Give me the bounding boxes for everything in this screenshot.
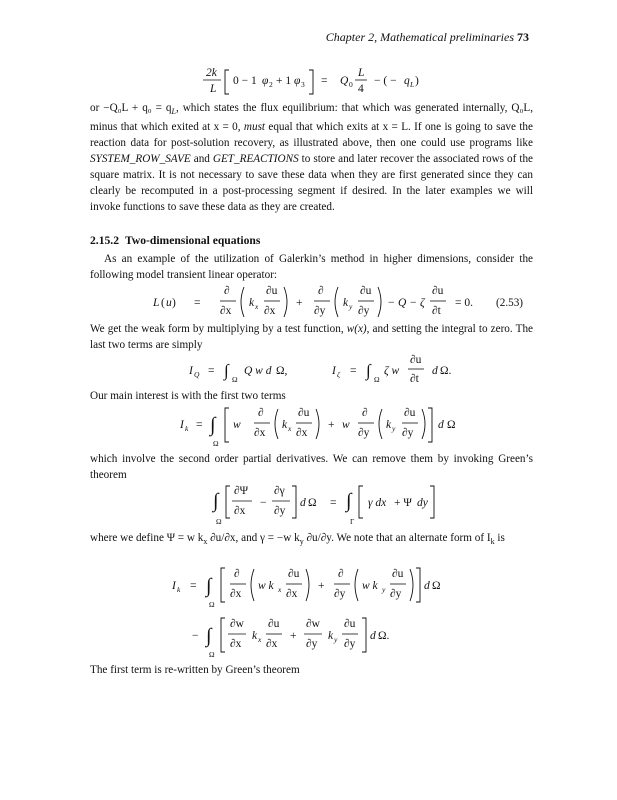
svg-text:∂t: ∂t [432,305,441,317]
svg-text:∂u: ∂u [344,618,356,630]
svg-text:d: d [300,497,306,509]
svg-text:I: I [180,419,184,431]
equation-ik-definition [0,404,617,450]
svg-text:=: = [208,365,215,377]
svg-text:Ω: Ω [216,517,222,526]
svg-text:+ 1: + 1 [276,75,292,87]
equation-source-terms [0,353,617,387]
svg-text:w k: w k [258,580,274,592]
svg-text:=: = [190,580,197,592]
svg-text:∂x: ∂x [254,427,266,439]
svg-text:∂u: ∂u [392,568,404,580]
svg-text:4: 4 [358,83,364,95]
svg-text:y: y [382,585,386,594]
svg-text:Ω: Ω [209,650,215,659]
svg-text:Ω: Ω [432,580,441,592]
svg-text:y: y [392,424,396,433]
svg-text:Q: Q [194,370,200,379]
svg-text:d: d [370,630,376,642]
svg-text:=: = [321,75,328,87]
paragraph-first-term-rewritten: The first term is re-written by Green’s theorem [90,664,300,676]
svg-text:k: k [328,630,334,642]
svg-text:∂y: ∂y [314,305,326,317]
svg-text:∫: ∫ [346,490,352,512]
svg-text:∫: ∫ [224,361,229,380]
svg-text:d: d [438,419,444,431]
svg-text:∂u: ∂u [288,568,300,580]
svg-text:−: − [260,497,267,509]
svg-text:ζ: ζ [337,370,341,379]
svg-text:w k: w k [362,580,378,592]
svg-text:∂w: ∂w [230,618,244,630]
running-header [326,30,529,45]
svg-text:x: x [255,302,259,311]
svg-text:=: = [330,497,337,509]
svg-text:I: I [172,580,176,592]
svg-text:y: y [334,635,338,644]
svg-text:Q: Q [398,297,407,309]
equation-reaction-balance [0,66,617,98]
paragraph-psi-gamma-definition: where we define Ψ = w $k_x$ ∂u/∂x, and γ = −w $k_y$ ∂u/∂y. We note that an alternate form of $I_k$ is [90,532,505,547]
svg-text:Ω: Ω [213,439,219,448]
svg-text:k: k [343,297,349,309]
svg-text:∂x: ∂x [264,305,276,317]
svg-text:+: + [296,297,303,309]
svg-text:Ω.: Ω. [440,365,452,377]
svg-text:∂: ∂ [338,568,344,580]
svg-text:Ω,: Ω, [276,365,288,377]
svg-text:k: k [386,419,392,431]
equation-greens-theorem [0,482,617,528]
paragraph-flux-equilibrium: or $-Q_0L + q_0 = q_L$, which states the flux equilibrium: that which was generated internally, Q₀L, minus that which exited at x = 0, must equal that which exits at x = L. If one is going to save the reaction data for post-solution recovery, as illustrated above, then one could use programs like SYSTEM_ROW_SAVE and GET_REACTIONS to store and later recover the associated rows of the square matrix. It is not necessary to save these data when they are first generated since they can clearly be recomputed in a post-processing segment if desired. In the later examples we will invoke functions to save these data as they are created. [90,102,533,213]
svg-text:∂y: ∂y [402,427,414,439]
paragraph-galerkin-intro: As an example of the utilization of Galerkin’s method in higher dimensions, consider the following model transient linear operator: [90,253,533,281]
svg-text:∂y: ∂y [358,305,370,317]
svg-text:∂u: ∂u [360,285,372,297]
svg-text:= 0.: = 0. [455,297,473,309]
svg-text:∫: ∫ [206,625,212,647]
svg-text:Γ: Γ [350,517,355,526]
svg-text:∂y: ∂y [306,638,318,650]
svg-text:L: L [153,297,160,309]
svg-text:I: I [189,365,193,377]
svg-text:L: L [410,80,415,89]
svg-text:x: x [258,635,262,644]
svg-text:Ω: Ω [374,375,380,384]
svg-text:φ: φ [262,75,269,87]
svg-text:−: − [192,630,199,642]
svg-text:x: x [278,585,282,594]
running-title: Chapter 2, Mathematical preliminaries [325,30,514,44]
page-number: 73 [517,30,529,44]
svg-text:∫: ∫ [206,575,212,597]
svg-text:∂: ∂ [258,407,264,419]
svg-text:Q: Q [340,75,349,87]
svg-text:(: ( [161,297,165,309]
svg-text:∂: ∂ [234,568,240,580]
paragraph-second-order: which involve the second order partial derivatives. We can remove them by invoking Green’s theorem [90,453,533,481]
svg-text:∂x: ∂x [286,588,298,600]
svg-text:∂t: ∂t [410,373,419,385]
svg-text:−: − [388,297,395,309]
svg-text:ζ w: ζ w [384,365,400,377]
svg-text:+: + [318,580,325,592]
svg-text:w: w [233,419,241,431]
paragraph-weak-form: We get the weak form by multiplying by a test function, w(x), and setting the integral to zero. The last two terms are simply [90,323,534,351]
svg-text:∂y: ∂y [274,505,286,517]
svg-text:∂x: ∂x [266,638,278,650]
svg-text:∂x: ∂x [230,588,242,600]
svg-text:Ω: Ω [308,497,317,509]
svg-text:w: w [342,419,350,431]
svg-text:∂u: ∂u [266,285,278,297]
equation-2-53 [0,283,617,321]
svg-text:∫: ∫ [366,361,371,380]
svg-text:Ω: Ω [232,375,238,384]
svg-text:=: = [196,419,203,431]
svg-text:∂: ∂ [318,285,324,297]
section-heading [90,234,266,247]
svg-text:− ( −: − ( − [374,75,397,87]
svg-text:2: 2 [269,80,273,89]
svg-text:k: k [177,585,181,594]
svg-text:2k: 2k [206,67,217,79]
svg-text:Ω.: Ω. [378,630,390,642]
svg-text:+: + [290,630,297,642]
svg-text:): ) [172,297,176,309]
svg-text:+ Ψ: + Ψ [394,497,412,509]
svg-text:−: − [410,297,417,309]
equation-ik-alternate-line2 [0,615,617,659]
equation-ik-alternate-line1 [0,565,617,609]
svg-text:q: q [404,75,410,87]
svg-text:∂u: ∂u [410,354,422,366]
svg-text:∂Ψ: ∂Ψ [234,485,249,497]
svg-text:∂: ∂ [362,407,368,419]
svg-text:): ) [415,75,419,87]
svg-text:γ dx: γ dx [368,497,387,509]
svg-text:x: x [288,424,292,433]
svg-text:φ: φ [294,75,301,87]
svg-text:∫: ∫ [210,414,216,436]
svg-text:∂y: ∂y [390,588,402,600]
svg-text:Q w d: Q w d [244,365,272,377]
svg-text:∂: ∂ [224,285,230,297]
svg-text:y: y [349,302,353,311]
svg-text:u: u [166,297,172,309]
svg-text:I: I [332,365,336,377]
section-title: Two-dimensional equations [124,234,261,247]
svg-text:L: L [210,83,217,95]
svg-text:∫: ∫ [213,490,219,512]
svg-text:k: k [249,297,255,309]
svg-text:∂x: ∂x [296,427,308,439]
svg-text:k: k [282,419,288,431]
paragraph-first-two-terms: Our main interest is with the first two terms [90,390,286,402]
svg-text:=: = [194,297,201,309]
svg-text:∂u: ∂u [268,618,280,630]
svg-text:d: d [432,365,438,377]
svg-text:ζ: ζ [420,297,425,309]
svg-text:0: 0 [349,80,353,89]
equation-number: (2.53) [496,297,524,309]
svg-text:+: + [328,419,335,431]
svg-text:Ω: Ω [447,419,456,431]
svg-text:Ω: Ω [209,600,215,609]
svg-text:dy: dy [417,497,428,509]
svg-text:k: k [185,424,189,433]
svg-text:∂w: ∂w [306,618,320,630]
svg-text:∂γ: ∂γ [274,485,285,497]
svg-text:3: 3 [301,80,305,89]
svg-text:∂y: ∂y [334,588,346,600]
svg-text:∂x: ∂x [220,305,232,317]
svg-text:∂x: ∂x [234,505,246,517]
svg-text:∂y: ∂y [358,427,370,439]
svg-text:∂u: ∂u [432,285,444,297]
svg-text:∂u: ∂u [298,407,310,419]
svg-text:d: d [424,580,430,592]
svg-text:0 − 1: 0 − 1 [233,75,257,87]
svg-text:k: k [252,630,258,642]
svg-text:L: L [358,67,365,79]
svg-text:∂y: ∂y [344,638,356,650]
svg-text:=: = [350,365,357,377]
section-number: 2.15.2 [90,234,119,247]
svg-text:∂x: ∂x [230,638,242,650]
svg-text:∂u: ∂u [404,407,416,419]
